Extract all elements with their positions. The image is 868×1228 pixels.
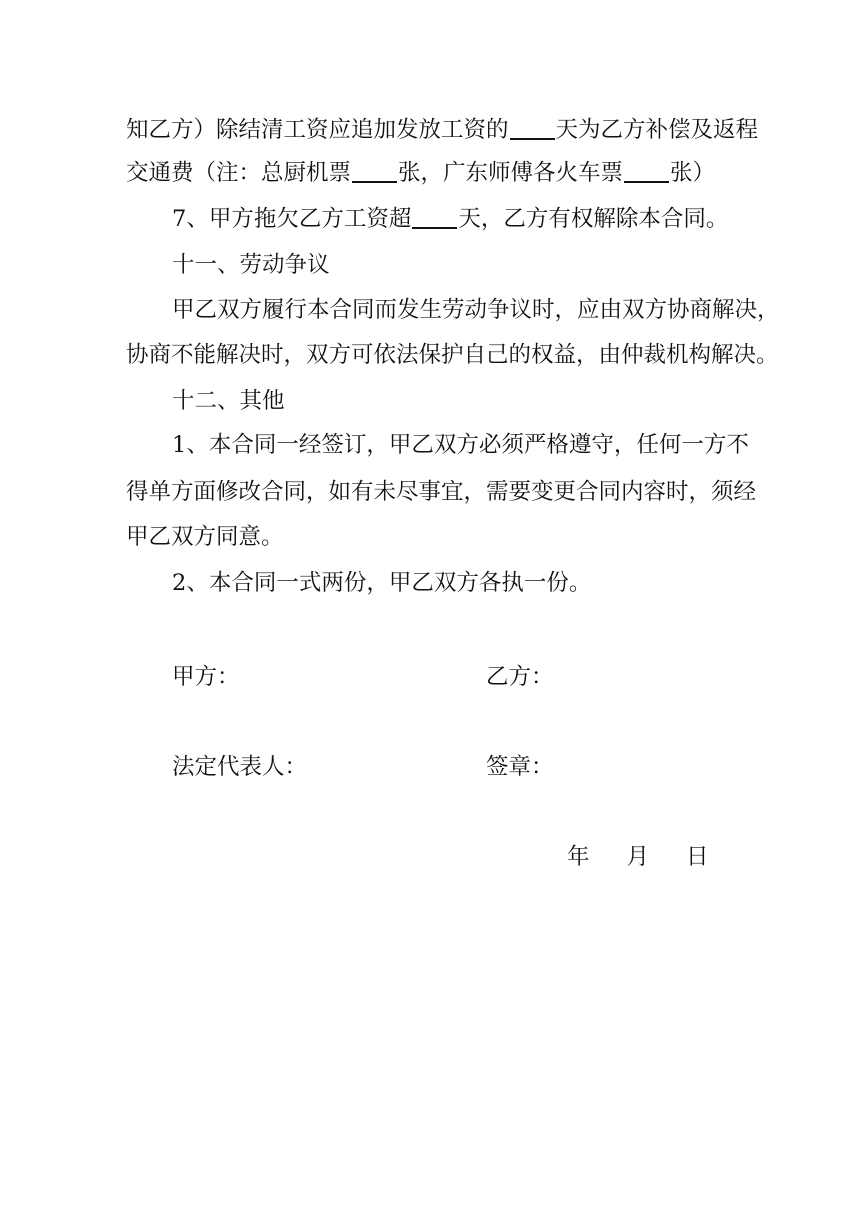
fill-blank: [510, 116, 555, 140]
text-segment: 交通费（注：总厨机票: [126, 160, 352, 186]
text-line: [126, 115, 776, 145]
day-label: 日: [686, 844, 709, 870]
month-label: 月: [626, 844, 650, 870]
text-segment: 知乙方）除结清工资应追加发放工资的: [126, 117, 509, 143]
fill-blank: [412, 205, 457, 229]
date-line: [567, 842, 709, 872]
clause-item-7: [172, 204, 776, 234]
seal-label: 签章：: [486, 754, 554, 780]
paragraph-line: 甲乙双方履行本合同而发生劳动争议时，应由双方协商解决，: [172, 297, 780, 323]
text-segment: 天为乙方补偿及返程: [555, 117, 759, 143]
party-b-label: 乙方：: [486, 664, 554, 690]
text-segment: 7、甲方拖欠乙方工资超: [172, 206, 412, 232]
section-heading-11: 十一、劳动争议: [172, 252, 330, 278]
text-segment: 张）: [670, 160, 716, 186]
paragraph-line: 得单方面修改合同，如有未尽事宜，需要变更合同内容时，须经: [126, 479, 757, 505]
year-label: 年: [567, 844, 590, 870]
text-segment: 张，广东师傅各火车票: [398, 160, 624, 186]
paragraph-line: 甲乙双方同意。: [126, 524, 284, 550]
fill-blank: [624, 159, 669, 183]
text-segment: 天，乙方有权解除本合同。: [458, 206, 729, 232]
clause-item-2: 2、本合同一式两份，甲乙双方各执一份。: [172, 570, 592, 596]
party-a-label: 甲方：: [172, 664, 240, 690]
fill-blank: [352, 159, 397, 183]
paragraph-line: 协商不能解决时，双方可依法保护自己的权益，由仲裁机构解决。: [126, 342, 779, 368]
text-line: [126, 158, 776, 188]
clause-item-1: 1、本合同一经签订，甲乙双方必须严格遵守，任何一方不: [172, 432, 749, 458]
legal-representative-label: 法定代表人：: [172, 754, 308, 780]
section-heading-12: 十二、其他: [172, 388, 285, 414]
